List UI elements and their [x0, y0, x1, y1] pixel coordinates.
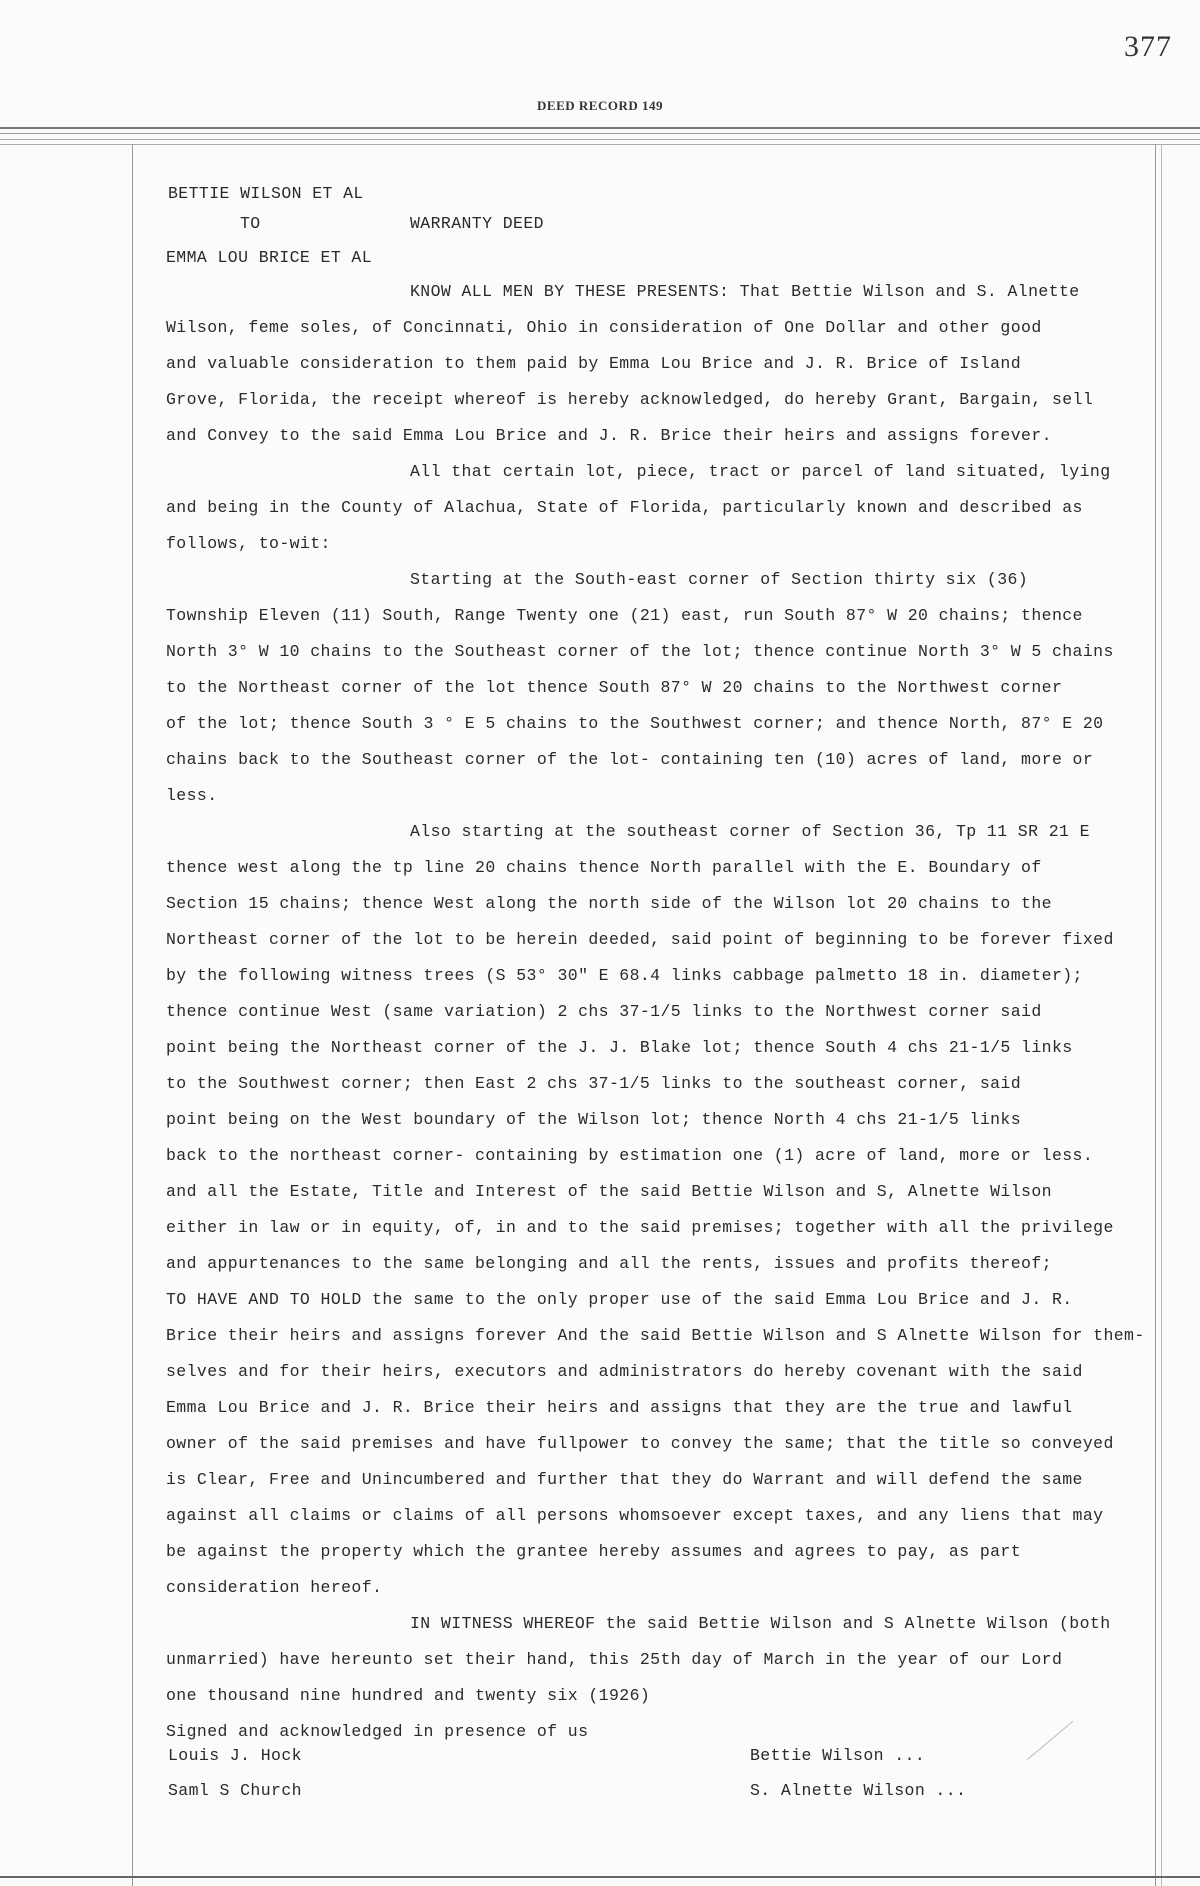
deed-text-line: Signed and acknowledged in presence of us: [166, 1722, 589, 1741]
deed-text-line: Starting at the South-east corner of Section thirty six (36): [410, 570, 1029, 589]
deed-text-line: either in law or in equity, of, in and to the said premises; together with all the privilege: [166, 1218, 1114, 1237]
header-rule: [0, 127, 1200, 129]
deed-text-line: to the Northeast corner of the lot thence South 87° W 20 chains to the Northwest corner: [166, 678, 1063, 697]
footer-rule: [0, 1876, 1200, 1878]
header-rule: [0, 133, 1200, 134]
deed-text-line: chains back to the Southeast corner of the lot- containing ten (10) acres of land, more or: [166, 750, 1094, 769]
deed-text-line: Brice their heirs and assigns forever And the said Bettie Wilson and S Alnette Wilson for them-: [166, 1326, 1145, 1345]
deed-text-line: point being on the West boundary of the Wilson lot; thence North 4 chs 21-1/5 links: [166, 1110, 1022, 1129]
deed-text-line: less.: [166, 786, 218, 805]
witness-name: Louis J. Hock: [168, 1746, 302, 1765]
deed-text-line: and being in the County of Alachua, State of Florida, particularly known and described as: [166, 498, 1083, 517]
deed-text-line: back to the northeast corner- containing by estimation one (1) acre of land, more or less.: [166, 1146, 1094, 1165]
left-margin-line: [132, 144, 133, 1886]
deed-text-line: TO HAVE AND TO HOLD the same to the only proper use of the said Emma Lou Brice and J. R.: [166, 1290, 1073, 1309]
deed-text-line: be against the property which the grantee hereby assumes and agrees to pay, as part: [166, 1542, 1022, 1561]
deed-text-line: thence west along the tp line 20 chains thence North parallel with the E. Boundary of: [166, 858, 1042, 877]
deed-text-line: to the Southwest corner; then East 2 chs 37-1/5 links to the southeast corner, said: [166, 1074, 1022, 1093]
signer-name: S. Alnette Wilson ...: [750, 1781, 967, 1800]
deed-text-line: against all claims or claims of all persons whomsoever except taxes, and any liens that may: [166, 1506, 1104, 1525]
deed-body: [166, 282, 1166, 1758]
deed-text-line: selves and for their heirs, executors and administrators do hereby covenant with the said: [166, 1362, 1083, 1381]
deed-text-line: follows, to-wit:: [166, 534, 331, 553]
deed-text-line: of the lot; thence South 3 ° E 5 chains to the Southwest corner; and thence North, 87° E 20: [166, 714, 1104, 733]
to-label: TO: [240, 214, 261, 233]
deed-text-line: and all the Estate, Title and Interest of the said Bettie Wilson and S, Alnette Wilson: [166, 1182, 1052, 1201]
deed-text-line: one thousand nine hundred and twenty six (1926): [166, 1686, 651, 1705]
deed-text-line: is Clear, Free and Unincumbered and further that they do Warrant and will defend the same: [166, 1470, 1083, 1489]
deed-text-line: All that certain lot, piece, tract or parcel of land situated, lying: [410, 462, 1111, 481]
deed-text-line: Township Eleven (11) South, Range Twenty one (21) east, run South 87° W 20 chains; thence: [166, 606, 1083, 625]
deed-text-line: point being the Northeast corner of the J. J. Blake lot; thence South 4 chs 21-1/5 links: [166, 1038, 1073, 1057]
signer-name: Bettie Wilson ...: [750, 1746, 926, 1765]
deed-text-line: IN WITNESS WHEREOF the said Bettie Wilson and S Alnette Wilson (both: [410, 1614, 1111, 1633]
deed-text-line: Grove, Florida, the receipt whereof is hereby acknowledged, do hereby Grant, Bargain, sell: [166, 390, 1094, 409]
deed-text-line: and valuable consideration to them paid by Emma Lou Brice and J. R. Brice of Island: [166, 354, 1022, 373]
grantee-name: EMMA LOU BRICE ET AL: [166, 248, 373, 267]
deed-text-line: Emma Lou Brice and J. R. Brice their heirs and assigns that they are the true and lawful: [166, 1398, 1073, 1417]
deed-text-line: by the following witness trees (S 53° 30" E 68.4 links cabbage palmetto 18 in. diameter);: [166, 966, 1083, 985]
deed-text-line: and Convey to the said Emma Lou Brice and J. R. Brice their heirs and assigns forever.: [166, 426, 1052, 445]
deed-text-line: thence continue West (same variation) 2 chs 37-1/5 links to the Northwest corner said: [166, 1002, 1042, 1021]
deed-text-line: Section 15 chains; thence West along the north side of the Wilson lot 20 chains to the: [166, 894, 1052, 913]
grantor-name: BETTIE WILSON ET AL: [168, 184, 364, 203]
deed-text-line: North 3° W 10 chains to the Southeast corner of the lot; thence continue North 3° W 5 chains: [166, 642, 1114, 661]
deed-text-line: and appurtenances to the same belonging and all the rents, issues and profits thereof;: [166, 1254, 1052, 1273]
page-number: 377: [1124, 30, 1172, 63]
deed-text-line: Also starting at the southeast corner of Section 36, Tp 11 SR 21 E: [410, 822, 1090, 841]
deed-text-line: Northeast corner of the lot to be herein deeded, said point of beginning to be forever fixed: [166, 930, 1114, 949]
signature-row: [168, 1781, 1068, 1800]
signature-row: [168, 1746, 1068, 1765]
deed-text-line: Wilson, feme soles, of Concinnati, Ohio in consideration of One Dollar and other good: [166, 318, 1042, 337]
header-rule: [0, 139, 1200, 140]
header-rule: [0, 144, 1200, 145]
deed-text-line: unmarried) have hereunto set their hand, this 25th day of March in the year of our Lord: [166, 1650, 1063, 1669]
deed-text-line: owner of the said premises and have fullpower to convey the same; that the title so conveyed: [166, 1434, 1114, 1453]
deed-type: WARRANTY DEED: [410, 214, 544, 233]
record-book-title: DEED RECORD 149: [537, 98, 663, 113]
deed-text-line: KNOW ALL MEN BY THESE PRESENTS: That Bettie Wilson and S. Alnette: [410, 282, 1080, 301]
witness-name: Saml S Church: [168, 1781, 302, 1800]
deed-text-line: consideration hereof.: [166, 1578, 383, 1597]
